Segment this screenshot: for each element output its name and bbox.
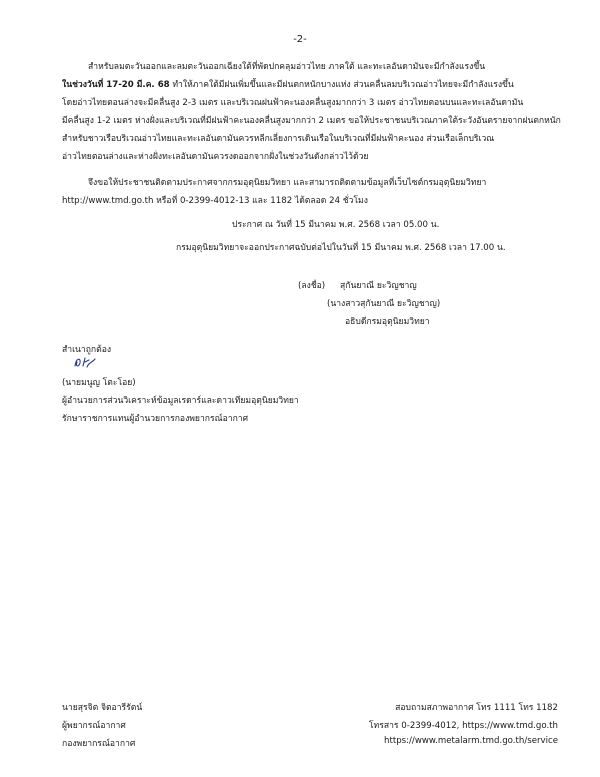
- para1-line2: [62, 77, 514, 91]
- issued-date: ประกาศ ณ วันที่ 15 มีนาคม พ.ศ. 2568 เวลา 05.00 น.: [232, 220, 440, 230]
- certified-position-2: รักษาราชการแทนผู้อำนวยการกองพยากรณ์อากาศ: [62, 414, 249, 424]
- para1-line3: โดยอ่าวไทยตอนล่างจะมีคลื่นสูง 2-3 เมตร และบริเวณฝนฟ้าคะนองคลื่นสูงมากกว่า 3 เมตร อ่าวไทยตอนบนและทะเลอันดามัน: [62, 98, 524, 108]
- contact-fax-web: โทรสาร 0-2399-4012, https://www.tmd.go.th: [368, 721, 558, 731]
- certified-label: สำเนาถูกต้อง: [62, 345, 112, 355]
- signature-icon: [72, 354, 98, 370]
- forecaster-division: กองพยากรณ์อากาศ: [62, 739, 136, 749]
- next-announcement: กรมอุตุนิยมวิทยาจะออกประกาศฉบับต่อไปในวันที่ 15 มีนาคม พ.ศ. 2568 เวลา 17.00 น.: [176, 243, 506, 253]
- para1-line4: มีคลื่นสูง 1-2 เมตร ห่างฝั่งและบริเวณที่มีฝนฟ้าคะนองคลื่นสูงมากกว่า 2 เมตร ขอให้ประชาชนบริเวณภาคใต้ระวังอันตรายจากฝนตกหนัก: [62, 116, 561, 126]
- forecaster-role: ผู้พยากรณ์อากาศ: [62, 721, 126, 731]
- signed-prefix: (ลงชื่อ): [298, 281, 326, 291]
- certified-position-1: ผู้อำนวยการส่วนวิเคราะห์ข้อมูลเรดาร์และดาวเทียมอุตุนิยมวิทยา: [62, 396, 299, 406]
- forecaster-name: นายสุรจิต จิตอารีรัตน์: [62, 703, 143, 713]
- signatory-full-name: (นางสาวสุกันยาณี ยะวิญชาญ): [327, 299, 441, 309]
- signed-name: สุกันยาณี ยะวิญชาญ: [340, 281, 417, 291]
- para2-line1: จึงขอให้ประชาชนติดตามประกาศจากกรมอุตุนิยมวิทยา และสามารถติดตามข้อมูลที่เว็บไซต์กรมอุตุนิยมวิทยา: [88, 178, 487, 188]
- contact-metalarm-link[interactable]: https://www.metalarm.tmd.go.th/service: [384, 736, 558, 746]
- para1-line6: อ่าวไทยตอนล่างและห่างฝั่งทะเลอันดามันควรงดออกจากฝั่งในช่วงวันดังกล่าวไว้ด้วย: [62, 152, 369, 162]
- contact-phone: สอบถามสภาพอากาศ โทร 1111 โทร 1182: [395, 703, 558, 713]
- para1-line2-rest: ทำให้ภาคใต้มีฝนเพิ่มขึ้นและมีฝนตกหนักบางแห่ง ส่วนคลื่นลมบริเวณอ่าวไทยจะมีกำลังแรงขึ้น: [169, 80, 514, 90]
- page-number: -2-: [293, 34, 307, 45]
- para2-line2: http://www.tmd.go.th หรือที่ 0-2399-4012-13 และ 1182 ได้ตลอด 24 ชั่วโมง: [62, 196, 368, 206]
- certified-name: (นายมนูญ โตะโอย): [62, 378, 136, 388]
- para1-line5: สำหรับชาวเรือบริเวณอ่าวไทยและทะเลอันดามันควรหลีกเลี่ยงการเดินเรือในบริเวณที่มีฝนฟ้าคะนอง ส่วนเรือเล็กบริเวณ: [62, 134, 495, 144]
- para1-line1: สำหรับลมตะวันออกและลมตะวันออกเฉียงใต้ที่พัดปกคลุมอ่าวไทย ภาคใต้ และทะเลอันดามันจะมีกำลังแรงขึ้น: [88, 62, 486, 72]
- para1-date-range: ในช่วงวันที่ 17-20 มี.ค. 68: [62, 80, 170, 90]
- signatory-title: อธิบดีกรมอุตุนิยมวิทยา: [345, 317, 430, 327]
